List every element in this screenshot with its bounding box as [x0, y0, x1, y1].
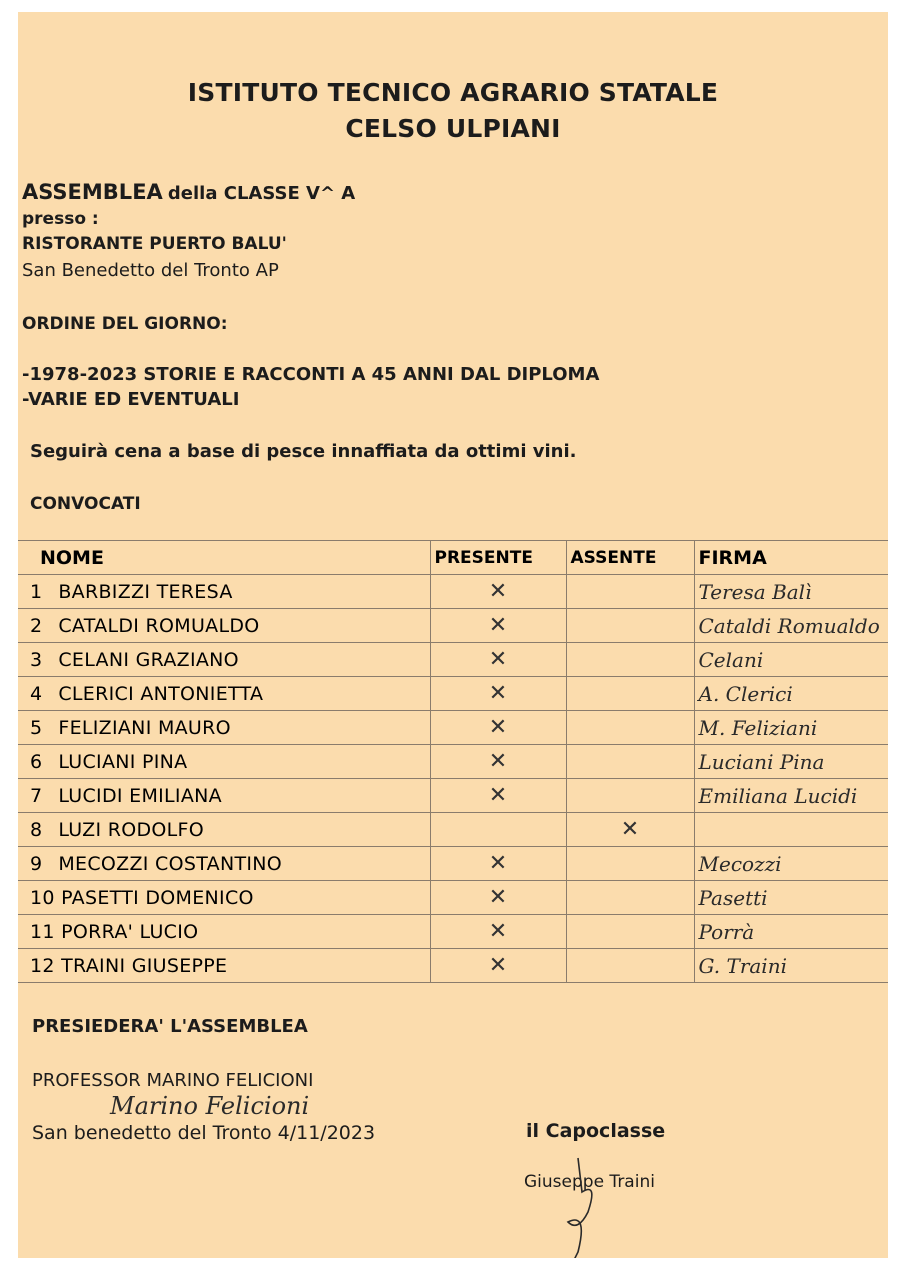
row-presente-mark: ✕	[430, 711, 566, 745]
table-row	[18, 643, 888, 677]
row-name-cell	[18, 677, 430, 711]
row-signature: Mecozzi	[694, 847, 888, 881]
row-assente-mark	[566, 779, 694, 813]
row-name: FELIZIANI MAURO	[58, 716, 231, 739]
row-name: CELANI GRAZIANO	[58, 648, 239, 671]
row-assente-mark	[566, 915, 694, 949]
row-number: 12	[30, 954, 55, 977]
row-name-cell	[18, 813, 430, 847]
row-number: 11	[30, 920, 55, 943]
row-number: 4	[30, 682, 43, 705]
row-number: 10	[30, 886, 55, 909]
row-number: 2	[30, 614, 43, 637]
row-presente-mark: ✕	[430, 881, 566, 915]
venue-name: RISTORANTE PUERTO BALU'	[22, 234, 287, 254]
row-signature: Teresa Balì	[694, 575, 888, 609]
table-row	[18, 847, 888, 881]
row-signature: A. Clerici	[694, 677, 888, 711]
row-signature: Luciani Pina	[694, 745, 888, 779]
row-name: PORRA' LUCIO	[61, 920, 199, 943]
row-name-cell	[18, 575, 430, 609]
row-name-cell	[18, 847, 430, 881]
row-number: 5	[30, 716, 43, 739]
assembly-class: della CLASSE V^ A	[167, 183, 356, 204]
row-name: TRAINI GIUSEPPE	[61, 954, 228, 977]
row-signature	[694, 813, 888, 847]
table-row	[18, 949, 888, 983]
row-assente-mark: ✕	[566, 813, 694, 847]
row-assente-mark	[566, 677, 694, 711]
table-row	[18, 575, 888, 609]
row-assente-mark	[566, 609, 694, 643]
row-signature: Emiliana Lucidi	[694, 779, 888, 813]
row-name: LUCIDI EMILIANA	[58, 784, 222, 807]
table-row	[18, 881, 888, 915]
row-presente-mark: ✕	[430, 847, 566, 881]
presidency-label: PRESIEDERA' L'ASSEMBLEA	[32, 1016, 308, 1037]
capoclasse-name: Giuseppe Traini	[524, 1172, 655, 1192]
row-presente-mark: ✕	[430, 779, 566, 813]
row-name-cell	[18, 949, 430, 983]
row-name: PASETTI DOMENICO	[61, 886, 254, 909]
row-signature: Porrà	[694, 915, 888, 949]
row-assente-mark	[566, 711, 694, 745]
row-presente-mark: ✕	[430, 915, 566, 949]
agenda-item-1: -1978-2023 STORIE E RACCONTI A 45 ANNI DAL DIPLOMA	[22, 364, 600, 385]
row-name: MECOZZI COSTANTINO	[58, 852, 283, 875]
table-header-row	[18, 541, 888, 575]
row-signature: Celani	[694, 643, 888, 677]
table-row	[18, 779, 888, 813]
row-number: 8	[30, 818, 43, 841]
presidency-signature: Marino Felicioni	[110, 1092, 310, 1120]
convocati-label: CONVOCATI	[30, 494, 141, 514]
table-row	[18, 609, 888, 643]
capoclasse-signature-flourish	[538, 1152, 618, 1258]
row-name-cell	[18, 711, 430, 745]
row-assente-mark	[566, 745, 694, 779]
header-presente: PRESENTE	[430, 541, 566, 575]
row-number: 6	[30, 750, 43, 773]
row-name-cell	[18, 745, 430, 779]
place-date: San benedetto del Tronto 4/11/2023	[32, 1122, 376, 1144]
agenda-item-2: -VARIE ED EVENTUALI	[22, 389, 240, 410]
row-number: 9	[30, 852, 43, 875]
row-name-cell	[18, 915, 430, 949]
row-assente-mark	[566, 575, 694, 609]
row-presente-mark: ✕	[430, 745, 566, 779]
row-assente-mark	[566, 881, 694, 915]
row-presente-mark: ✕	[430, 677, 566, 711]
row-name: CATALDI ROMUALDO	[58, 614, 260, 637]
row-presente-mark: ✕	[430, 575, 566, 609]
row-presente-mark: ✕	[430, 643, 566, 677]
row-name-cell	[18, 881, 430, 915]
dinner-note: Seguirà cena a base di pesce innaffiata da ottimi vini.	[30, 441, 577, 462]
row-assente-mark	[566, 847, 694, 881]
header-nome: NOME	[18, 541, 430, 575]
row-presente-mark	[430, 813, 566, 847]
row-presente-mark: ✕	[430, 949, 566, 983]
row-name: LUCIANI PINA	[58, 750, 188, 773]
row-name-cell	[18, 779, 430, 813]
agenda-label: ORDINE DEL GIORNO:	[22, 314, 228, 334]
header-firma: FIRMA	[694, 541, 888, 575]
row-signature: Pasetti	[694, 881, 888, 915]
table-row	[18, 745, 888, 779]
institute-title-line1: ISTITUTO TECNICO AGRARIO STATALE	[187, 78, 719, 107]
row-number: 3	[30, 648, 43, 671]
row-name-cell	[18, 609, 430, 643]
presidency-person: PROFESSOR MARINO FELICIONI	[32, 1070, 314, 1091]
attendance-table	[18, 540, 888, 983]
row-number: 7	[30, 784, 43, 807]
table-row	[18, 813, 888, 847]
table-row	[18, 677, 888, 711]
institute-title-line2: CELSO ULPIANI	[345, 114, 561, 143]
row-signature: G. Traini	[694, 949, 888, 983]
capoclasse-label: il Capoclasse	[526, 1120, 666, 1142]
row-presente-mark: ✕	[430, 609, 566, 643]
row-name: BARBIZZI TERESA	[58, 580, 233, 603]
row-name-cell	[18, 643, 430, 677]
row-name: CLERICI ANTONIETTA	[58, 682, 264, 705]
document-page	[18, 12, 888, 1258]
assembly-prefix: ASSEMBLEA	[22, 180, 163, 204]
row-assente-mark	[566, 949, 694, 983]
row-number: 1	[30, 580, 43, 603]
row-assente-mark	[566, 643, 694, 677]
presso-label: presso :	[22, 209, 99, 229]
row-signature: M. Feliziani	[694, 711, 888, 745]
assembly-heading	[22, 180, 355, 204]
row-name: LUZI RODOLFO	[58, 818, 205, 841]
table-row	[18, 915, 888, 949]
header-assente: ASSENTE	[566, 541, 694, 575]
row-signature: Cataldi Romualdo	[694, 609, 888, 643]
venue-location: San Benedetto del Tronto AP	[22, 260, 279, 281]
table-row	[18, 711, 888, 745]
